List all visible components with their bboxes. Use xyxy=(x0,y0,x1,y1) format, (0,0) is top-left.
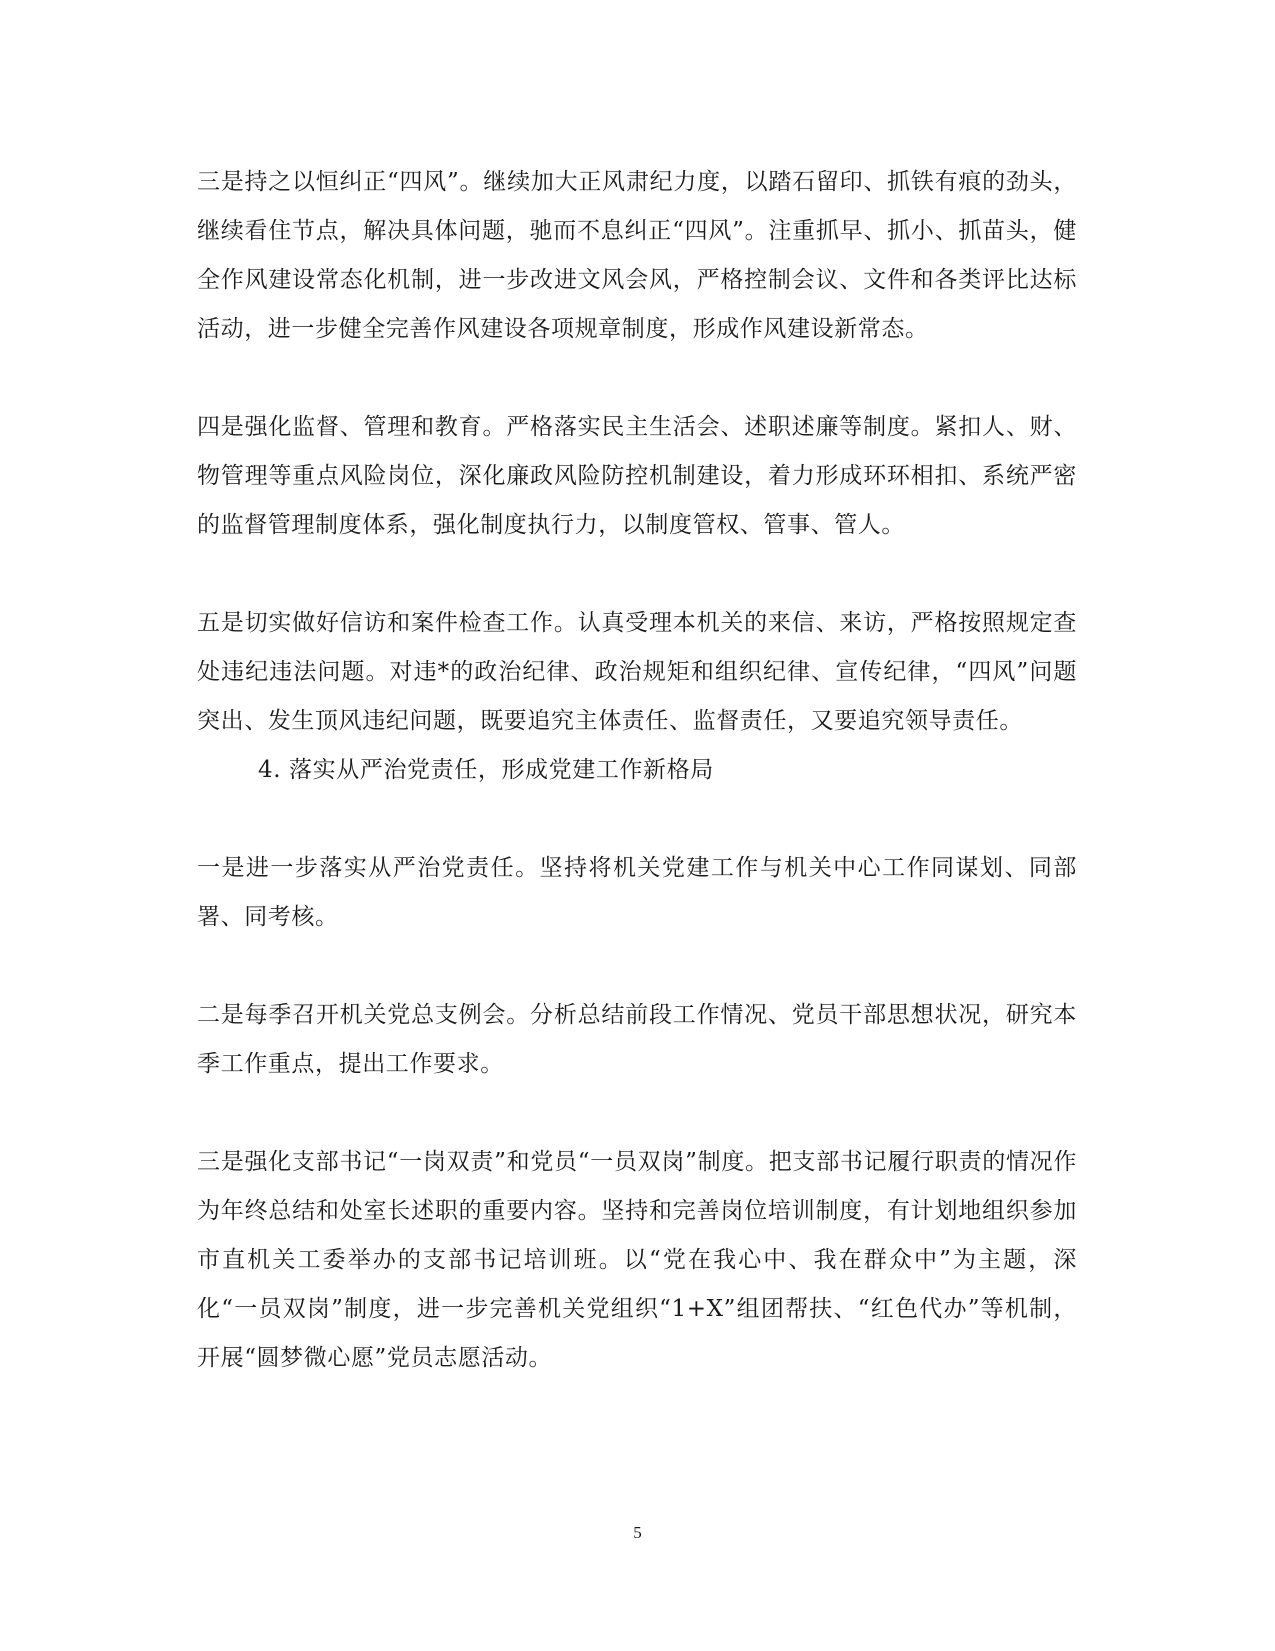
paragraph-supervision: 四是强化监督、管理和教育。严格落实民主生活会、述职述廉等制度。紧扣人、财、物管理等重点风险岗位，深化廉政风险防控机制建设，着力形成环环相扣、系统严密的监督管理制度体系，强化制度执行力，以制度管权、管事、管人。 xyxy=(197,414,1077,538)
paragraph-four-winds: 三是持之以恒纠正“四风”。继续加大正风肃纪力度，以踏石留印、抓铁有痕的劲头，继续看住节点，解决具体问题，驰而不息纠正“四风”。注重抓早、抓小、抓苗头，健全作风建设常态化机制，进一步改进文风会风，严格控制会议、文件和各类评比达标活动，进一步健全完善作风建设各项规章制度，形成作风建设新常态。 xyxy=(197,169,1077,342)
page-number: 5 xyxy=(633,1523,642,1542)
paragraph-responsibility: 一是进一步落实从严治党责任。坚持将机关党建工作与机关中心工作同谋划、同部署、同考核。 xyxy=(197,855,1077,930)
document-body xyxy=(197,158,1077,1383)
paragraph-quarterly-meeting: 二是每季召开机关党总支例会。分析总结前段工作情况、党员干部思想状况，研究本季工作重点，提出工作要求。 xyxy=(197,1002,1077,1077)
paragraph-petitions: 五是切实做好信访和案件检查工作。认真受理本机关的来信、来访，严格按照规定查处违纪违法问题。对违*的政治纪律、政治规矩和组织纪律、宣传纪律，“四风”问题突出、发生顶风违纪问题，既要追究主体责任、监督责任，又要追究领导责任。 xyxy=(197,610,1077,734)
paragraph-branch-secretary: 三是强化支部书记“一岗双责”和党员“一员双岗”制度。把支部书记履行职责的情况作为年终总结和处室长述职的重要内容。坚持和完善岗位培训制度，有计划地组织参加市直机关工委举办的支部书记培训班。以“党在我心中、我在群众中”为主题，深化“一员双岗”制度，进一步完善机关党组织“1+X”组团帮扶、“红色代办”等机制，开展“圆梦微心愿”党员志愿活动。 xyxy=(197,1149,1077,1371)
section-heading-4: 4. 落实从严治党责任，形成党建工作新格局 xyxy=(258,757,714,783)
